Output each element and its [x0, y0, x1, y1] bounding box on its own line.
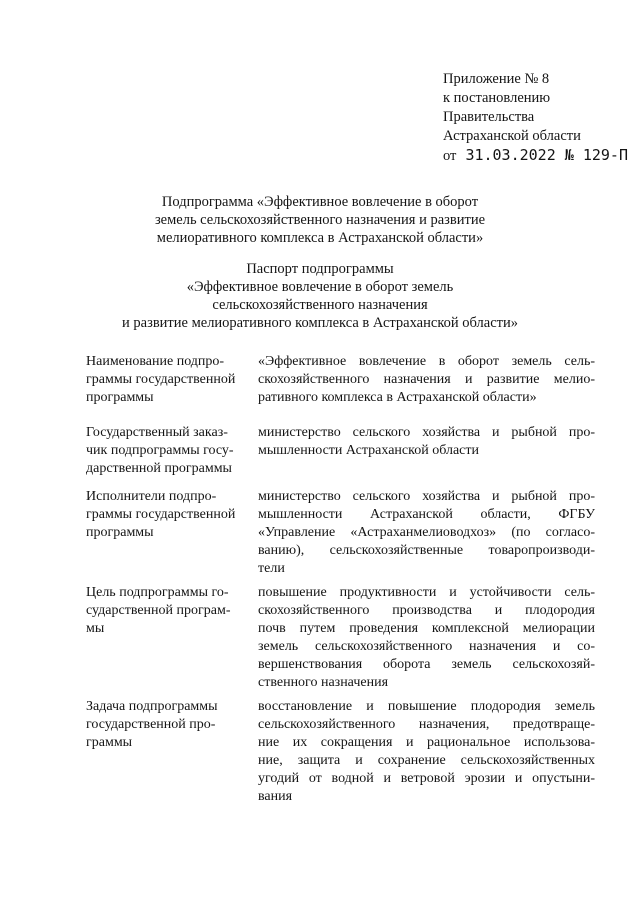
passport-title [0, 260, 640, 332]
appendix-line: к постановлению [443, 90, 551, 106]
row-label [86, 488, 254, 542]
label-line: программы [86, 525, 154, 540]
label-line: граммы государственной [86, 507, 236, 522]
label-line: чик подпрограммы госу- [86, 443, 234, 458]
subprogram-title-line: Подпрограмма «Эффективное вовлечение в оборот [161, 194, 479, 210]
value-line: «Эффективное вовлечение в оборот земель сель- [258, 354, 595, 369]
appendix-line: Приложение № 8 [443, 71, 550, 87]
label-line: дарственной программы [86, 461, 232, 476]
label-line: Цель подпрограммы го- [86, 585, 229, 600]
subprogram-title-line: земель сельскохозяйственного назначения и развитие [154, 212, 486, 228]
row-label [86, 424, 254, 478]
label-line: Задача подпрограммы [86, 699, 218, 714]
value-line: мышленности Астраханской области [258, 443, 479, 458]
label-line: граммы государственной [86, 372, 236, 387]
passport-title-line: Паспорт подпрограммы [246, 261, 394, 277]
row-value [258, 698, 595, 806]
value-line: министерство сельского хозяйства и рыбной про- [258, 489, 595, 504]
label-line: Наименование подпро- [86, 354, 225, 369]
value-line: сельскохозяйственного назначения, предотвраще- [258, 717, 595, 732]
date-prefix: от [443, 148, 457, 164]
value-line: ванию), сельскохозяйственные товаропроизводи- [258, 543, 595, 558]
value-line: почв путем проведения комплексной мелиорации [258, 621, 595, 636]
appendix-header [443, 70, 633, 166]
appendix-line: Астраханской области [443, 128, 581, 144]
value-line: министерство сельского хозяйства и рыбной про- [258, 425, 595, 440]
subprogram-title [0, 193, 640, 247]
passport-title-line: «Эффективное вовлечение в оборот земель [186, 279, 454, 295]
value-line: тели [258, 561, 285, 576]
row-label [86, 353, 254, 407]
row-value [258, 353, 595, 407]
label-line: граммы [86, 735, 133, 750]
value-line: ние, защита и сохранение сельскохозяйственных [258, 753, 595, 768]
row-label [86, 584, 254, 638]
value-line: земель сельскохозяйственного назначения и со- [258, 639, 595, 654]
value-line: «Управление «Астраханмелиоводхоз» (по согласо- [258, 525, 595, 540]
label-line: Исполнители подпро- [86, 489, 217, 504]
value-line: угодий от водной и ветровой эрозии и опустыни- [258, 771, 595, 786]
passport-title-line: и развитие мелиоративного комплекса в Астраханской области» [122, 315, 518, 331]
label-line: программы [86, 390, 154, 405]
appendix-date-line [443, 146, 633, 166]
value-line: ративного комплекса в Астраханской области» [258, 390, 537, 405]
label-line: сударственной програм- [86, 603, 231, 618]
value-line: вершенствования оборота земель сельскохозяй- [258, 657, 595, 672]
decree-date-number: 31.03.2022 № 129-П [465, 146, 628, 164]
label-line: Государственный заказ- [86, 425, 228, 440]
value-line: скохозяйственного производства и плодородия [258, 603, 595, 618]
value-line: вания [258, 789, 293, 804]
value-line: ние их сокращения и рациональное использова- [258, 735, 595, 750]
row-value [258, 584, 595, 692]
appendix-line: Правительства [443, 109, 535, 125]
label-line: государственной про- [86, 717, 216, 732]
row-label [86, 698, 254, 752]
subprogram-title-line: мелиоративного комплекса в Астраханской области» [156, 230, 484, 246]
value-line: мышленности Астраханской области, ФГБУ [258, 507, 595, 522]
row-value [258, 424, 595, 460]
label-line: мы [86, 621, 105, 636]
value-line: скохозяйственного назначения и развитие мелио- [258, 372, 595, 387]
value-line: восстановление и повышение плодородия земель [258, 699, 595, 714]
passport-title-line: сельскохозяйственного назначения [212, 297, 428, 313]
row-value [258, 488, 595, 578]
value-line: повышение продуктивности и устойчивости сель- [258, 585, 595, 600]
value-line: ственного назначения [258, 675, 389, 690]
